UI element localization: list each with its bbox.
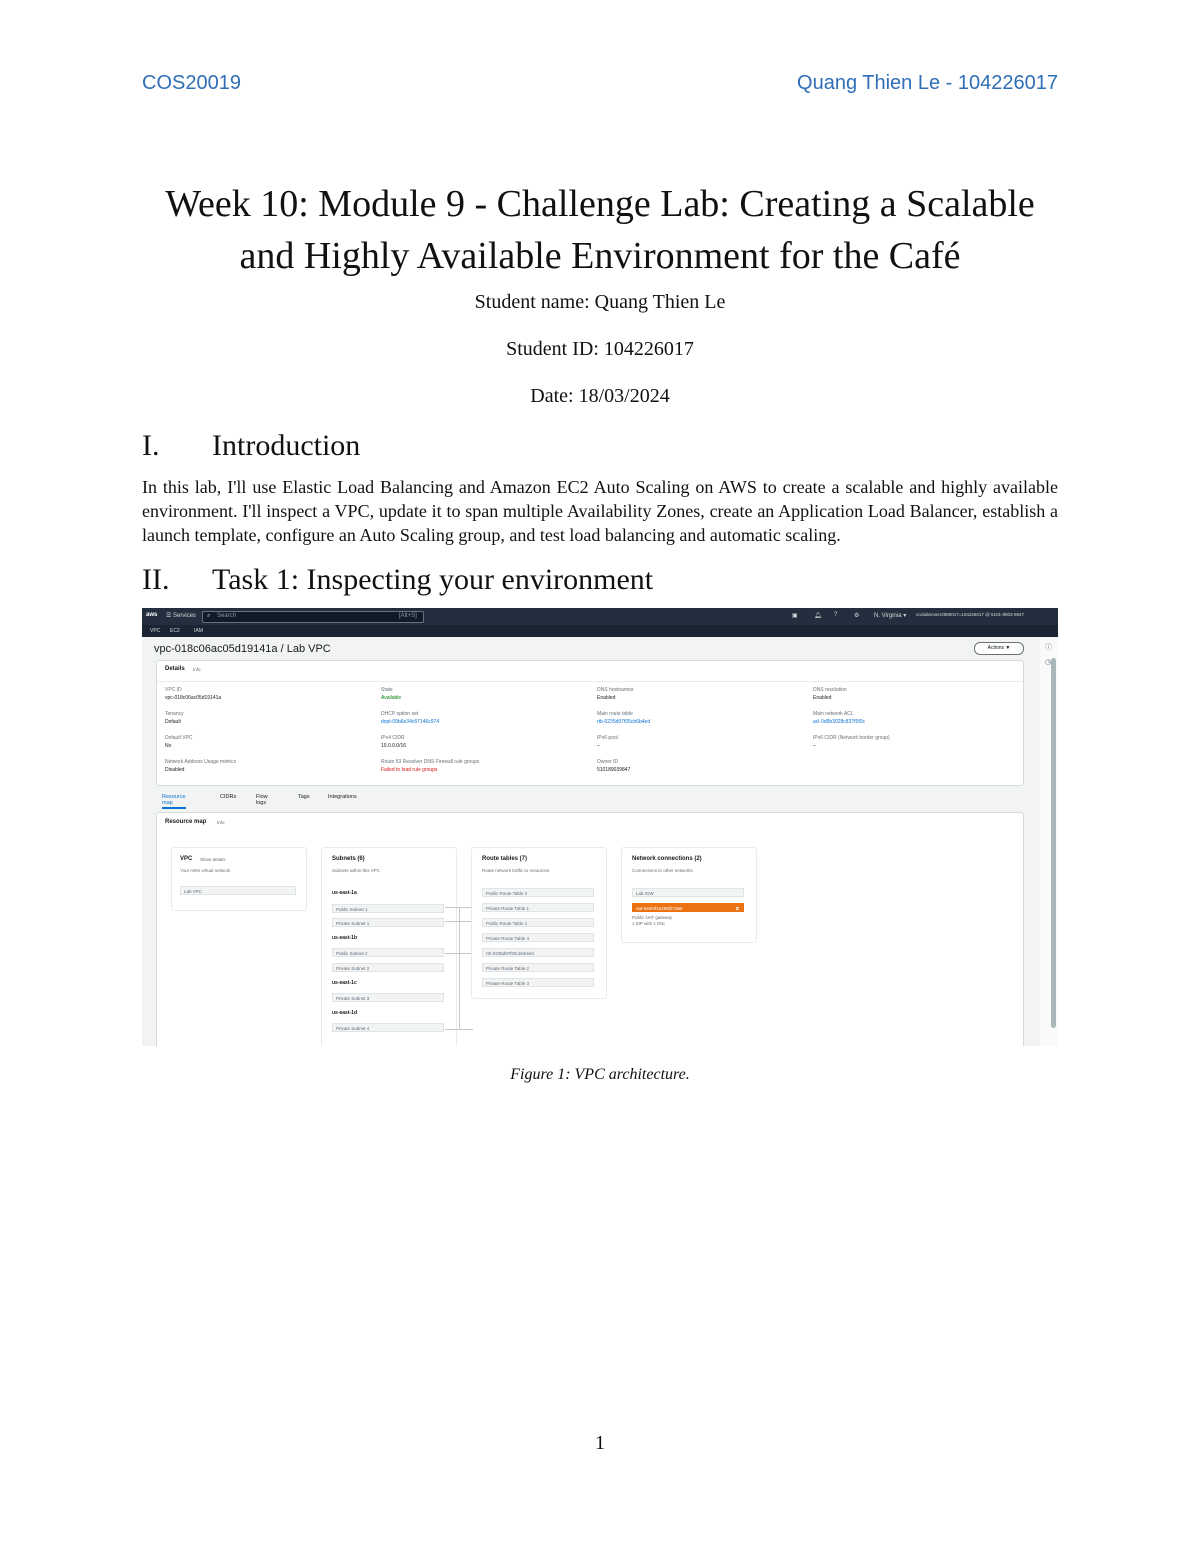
settings-icon[interactable]: ⚙ [854, 613, 860, 619]
section-title: Task 1: Inspecting your environment [212, 563, 654, 596]
tab-integrations[interactable]: Integrations [328, 794, 357, 800]
info-link[interactable]: Info [217, 820, 225, 825]
subnet-item[interactable]: Private Subnet 4 [332, 1023, 444, 1032]
aws-logo-icon: aws [146, 612, 158, 618]
actions-button[interactable]: Actions ▼ [974, 642, 1024, 655]
favorite-ec2[interactable]: EC2 [170, 628, 180, 634]
connector-line [459, 907, 460, 1029]
vpc-card: VPC Show details Your AWS virtual network Lab VPC [171, 847, 307, 911]
tab-tags[interactable]: Tags [298, 794, 310, 800]
details-panel: Details Info VPC ID vpc-018c06ac05d19141a State Available DNS hostnames Enabled DNS resolution Enabled Tenancy Default DHCP option set dopt-09b6e34c67146c974 Main route table rtb-0235d97f05cb6b4ed Main network ACL acl-0d9b3028c837f5f0c Default VPC No IPv4 CIDR 10.0.0.0/16 IPv6 pool – IPv6 CIDR (Network border group) – Network Address Usage metrics Disabled Route 53 Resolver DNS Firewall rule groups Failed to load rule groups Owner ID 510189039847 [156, 660, 1024, 786]
route-table-item[interactable]: Public Route Table 1 [482, 918, 594, 927]
region-selector[interactable]: N. Virginia ▾ [874, 613, 907, 619]
route-table-item[interactable]: Public Route Table 2 [482, 888, 594, 897]
scrollbar[interactable] [1051, 658, 1056, 1028]
cloudshell-icon[interactable]: ▣ [792, 613, 798, 619]
info-panel-icon[interactable]: ⓘ [1045, 644, 1052, 651]
clock-icon[interactable]: ◷ [1045, 659, 1052, 666]
subnet-item[interactable]: Private Subnet 2 [332, 963, 444, 972]
help-icon[interactable]: ? [834, 612, 838, 618]
console-search-input[interactable]: ⌕ Search [Alt+S] [202, 611, 424, 623]
header-author: Quang Thien Le - 104226017 [797, 72, 1058, 94]
section-title: Introduction [212, 429, 361, 462]
date: Date: 18/03/2024 [530, 385, 670, 407]
intro-paragraph: In this lab, I'll use Elastic Load Balancing and Amazon EC2 Auto Scaling on AWS to create a scalable and highly available environment. I'll inspect a VPC, update it to span multiple Availability Zones, create an Application Load Balancer, establish a launch template, configure an Auto Scaling group, and test load balancing and automatic scaling. [142, 477, 1058, 545]
network-connections-card: Network connections (2) Connections to other networks Lab IGW nat-0e6f4f10256f27a65 ⧉ Public NAT gateway 1 EIP with 1 ENI [621, 847, 757, 943]
connector-line [445, 907, 473, 908]
vpc-item[interactable]: Lab VPC [180, 886, 296, 895]
subnets-card: Subnets (6) Subnets within this VPC us-east-1a Public Subnet 1 Private Subnet 1 us-east-1b Public Subnet 2 Private Subnet 2 us-east-1c Private Subnet 3 us-east-1d Private Subnet 4 [321, 847, 457, 1046]
route-table-item[interactable]: Private Route Table 2 [482, 963, 594, 972]
section-number: II. [142, 563, 170, 596]
show-details-link[interactable]: Show details [200, 857, 226, 862]
favorites-bar [142, 625, 1058, 637]
notifications-icon[interactable]: 🔔︎ [814, 613, 822, 619]
igw-item[interactable]: Lab IGW [632, 888, 744, 897]
title-line-1: Week 10: Module 9 - Challenge Lab: Creating a Scalable [165, 183, 1035, 225]
favorite-vpc[interactable]: VPC [150, 628, 161, 634]
student-name: Student name: Quang Thien Le [474, 291, 726, 313]
vpc-console-screenshot [142, 608, 1058, 1046]
route-tables-card: Route tables (7) Route network traffic to resources Public Route Table 2 Private Route Table 1 Public Route Table 1 Private Route Table 4 rtb-0235d97f05cb6b4ed Private Route Table 2 Private Route Table 3 [471, 847, 607, 999]
subnet-item[interactable]: Public Subnet 1 [332, 904, 444, 913]
external-link-icon: ⧉ [735, 906, 739, 911]
tab-flow-logs[interactable]: Flow logs [256, 794, 268, 806]
nat-gateway-item[interactable]: nat-0e6f4f10256f27a65 ⧉ [632, 903, 744, 912]
tab-cidrs[interactable]: CIDRs [220, 794, 237, 800]
section-heading-introduction [142, 429, 360, 463]
connector-line [445, 1029, 473, 1030]
dhcp-option-link[interactable]: dopt-09b6e34c67146c974 [381, 719, 440, 725]
route-table-item[interactable]: Private Route Table 3 [482, 978, 594, 987]
resource-map-panel: Resource map Info VPC Show details Your AWS virtual network Lab VPC Subnets (6) Subnets within this VPC us-east-1a Public Subnet 1 Private Subnet 1 us-east-1b Public Subnet 2 Private Subnet 2 us-east-1c Private Subnet 3 us-east-1d Private Subnet 4 Route tables (7) Route network traffic to resources Public Route Table 2 Private Route Table 1 Public Route Table 1 Private Route Table 4 rtb-0235d97f05cb6b4ed Private Route Table 2 Private Route Table 3 Network connections (2) Connections to other networks Lab IGW nat-0e6f4f10256f27a65 ⧉ Public NAT gateway 1 EIP with 1 ENI [156, 812, 1024, 1046]
section-heading-task-1 [142, 563, 653, 597]
subnet-item[interactable]: Public Subnet 2 [332, 948, 444, 957]
services-menu[interactable]: ☰ Services [166, 613, 197, 619]
header-course: COS20019 [142, 72, 241, 94]
main-route-table-link[interactable]: rtb-0235d97f05cb6b4ed [597, 719, 651, 725]
student-id: Student ID: 104226017 [506, 338, 694, 360]
subnet-item[interactable]: Private Subnet 3 [332, 993, 444, 1002]
search-icon: ⌕ [207, 613, 211, 619]
figure-caption: Figure 1: VPC architecture. [510, 1066, 690, 1083]
route-table-item[interactable]: rtb-0235d97f05cb6b4ed [482, 948, 594, 957]
route-table-item[interactable]: Private Route Table 4 [482, 933, 594, 942]
aws-top-nav [142, 608, 1058, 625]
connector-line [445, 953, 473, 954]
page-number: 1 [595, 1432, 605, 1454]
title-line-2: and Highly Available Environment for the Café [239, 235, 961, 277]
firewall-error: Failed to load rule groups [381, 767, 438, 773]
account-menu[interactable]: voclabs/user2989017=104226017 @ 5101-8903-9847 [916, 612, 1025, 617]
section-number: I. [142, 429, 160, 462]
connector-line [445, 921, 473, 922]
tab-resource-map[interactable]: Resource map [162, 794, 186, 809]
document-title [100, 178, 1100, 282]
route-table-item[interactable]: Private Route Table 1 [482, 903, 594, 912]
info-link[interactable]: Info [193, 667, 201, 672]
main-acl-link[interactable]: acl-0d9b3028c837f5f0c [813, 719, 865, 725]
subnet-item[interactable]: Private Subnet 1 [332, 918, 444, 927]
favorite-iam[interactable]: IAM [194, 628, 203, 634]
vpc-page-title: vpc-018c06ac05d19141a / Lab VPC [154, 643, 331, 655]
